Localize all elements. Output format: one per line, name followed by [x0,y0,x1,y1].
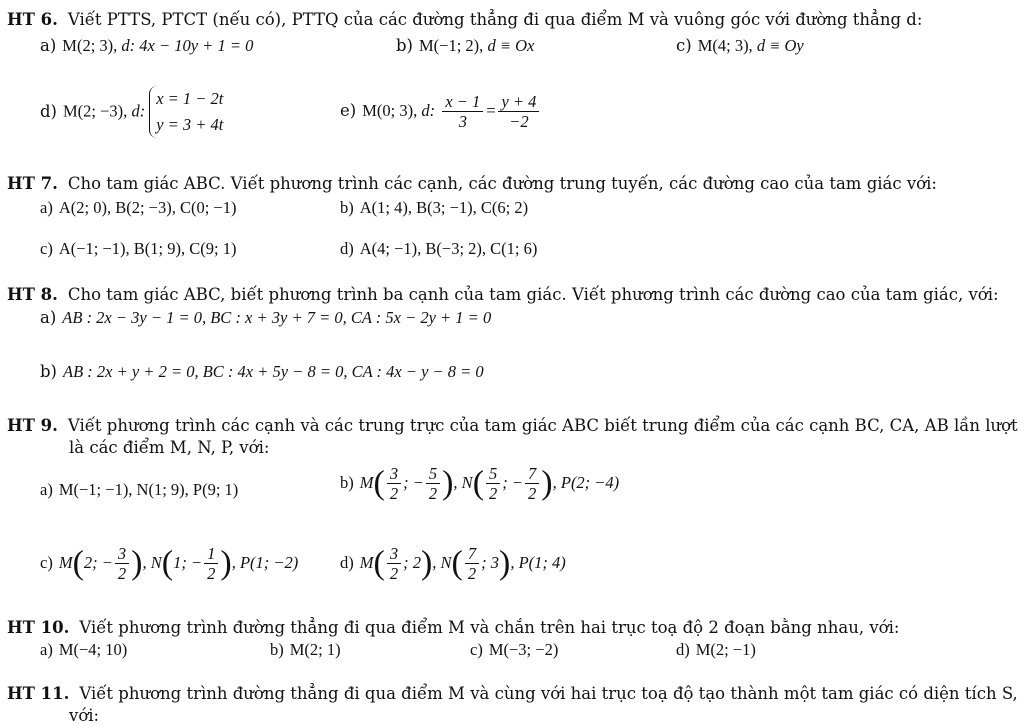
hw11-header [7,684,1018,704]
fraction: $\frac{x - 1}{3}$ [442,92,483,131]
hw8-title: Cho tam giác ABC, biết phương trình ba cạnh của tam giác. Viết phương trình các đường cao của tam giác, với: [67,285,999,304]
hw6-header [7,10,922,30]
hw7-title: Cho tam giác ABC. Viết phương trình các cạnh, các đường trung tuyến, các đường cao của tam giác với: [67,174,937,193]
hw11-title: Viết phương trình đường thẳng đi qua điểm M và cùng với hai trục toạ độ tạo thành một tam giác có diện tích S, [79,684,1018,703]
hw10-item-b: b) M(2; 1) [270,640,341,659]
hw6-title: Viết PTTS, PTCT (nếu có), PTTQ của các đường thẳng đi qua điểm M và vuông góc với đường thẳng d: [67,10,923,29]
hw9-item-b: b) M( $\frac{3}{2}$ ; − $\frac{5}{2}$ ), N( $\frac{5}{2}$ ; − $\frac{7}{2}$ ), P(2; −4) [340,464,620,503]
hw6-number: HT 6. [7,10,58,29]
fraction: $\frac{y + 4}{-2}$ [498,92,539,131]
hw10-header [7,618,899,638]
hw7-header [7,174,937,194]
hw9-number: HT 9. [7,416,58,435]
hw7-item-d: d) A(4; −1), B(−3; 2), C(1; 6) [340,239,538,258]
hw8-item-b: b) AB : 2x + y + 2 = 0, BC : 4x + 5y − 8 = 0, CA : 4x − y − 8 = 0 [40,362,484,381]
hw6-item-e: e) M(0; 3), d: $\frac{x - 1}{3}$ = $\frac{y + 4}{-2}$ [340,92,541,131]
hw11-title-cont: với: [69,706,100,725]
hw10-number: HT 10. [7,618,70,637]
hw6-item-c: c) M(4; 3), d ≡ Oy [676,36,804,55]
hw8-item-a: a) AB : 2x − 3y − 1 = 0, BC : x + 3y + 7 = 0, CA : 5x − 2y + 1 = 0 [40,308,492,327]
hw11-number: HT 11. [7,684,70,703]
hw8-number: HT 8. [7,285,58,304]
hw9-item-a: a) M(−1; −1), N(1; 9), P(9; 1) [40,480,239,499]
hw7-item-a: a) A(2; 0), B(2; −3), C(0; −1) [40,198,237,217]
hw9-item-d: d) M( $\frac{3}{2}$ ; 2), N( $\frac{7}{2}$ ; 3), P(1; 4) [340,544,566,583]
hw9-title-cont: là các điểm M, N, P, với: [69,438,270,457]
hw10-item-c: c) M(−3; −2) [470,640,559,659]
hw9-title: Viết phương trình các cạnh và các trung trực của tam giác ABC biết trung điểm của các cạnh BC, CA, AB lần lượt [67,416,1018,435]
hw6-item-b: b) M(−1; 2), d ≡ Ox [396,36,535,55]
hw10-item-a: a) M(−4; 10) [40,640,128,659]
hw6-item-d: d) M(2; −3), d: x = 1 − 2t y = 3 + 4t [40,86,223,138]
hw7-item-b: b) A(1; 4), B(3; −1), C(6; 2) [340,198,529,217]
hw9-header [7,416,1018,436]
hw6-item-a: a) M(2; 3), d: 4x − 10y + 1 = 0 [40,36,254,55]
hw7-item-c: c) A(−1; −1), B(1; 9), C(9; 1) [40,239,237,258]
hw8-header [7,285,999,305]
parametric-system: x = 1 − 2t y = 3 + 4t [149,86,223,138]
hw10-title: Viết phương trình đường thẳng đi qua điểm M và chắn trên hai trục toạ độ 2 đoạn bằng nhau, với: [79,618,900,637]
hw7-number: HT 7. [7,174,58,193]
hw10-item-d: d) M(2; −1) [676,640,756,659]
hw9-item-c: c) M(2; − $\frac{3}{2}$ ), N(1; − $\frac{1}{2}$ ), P(1; −2) [40,544,299,583]
